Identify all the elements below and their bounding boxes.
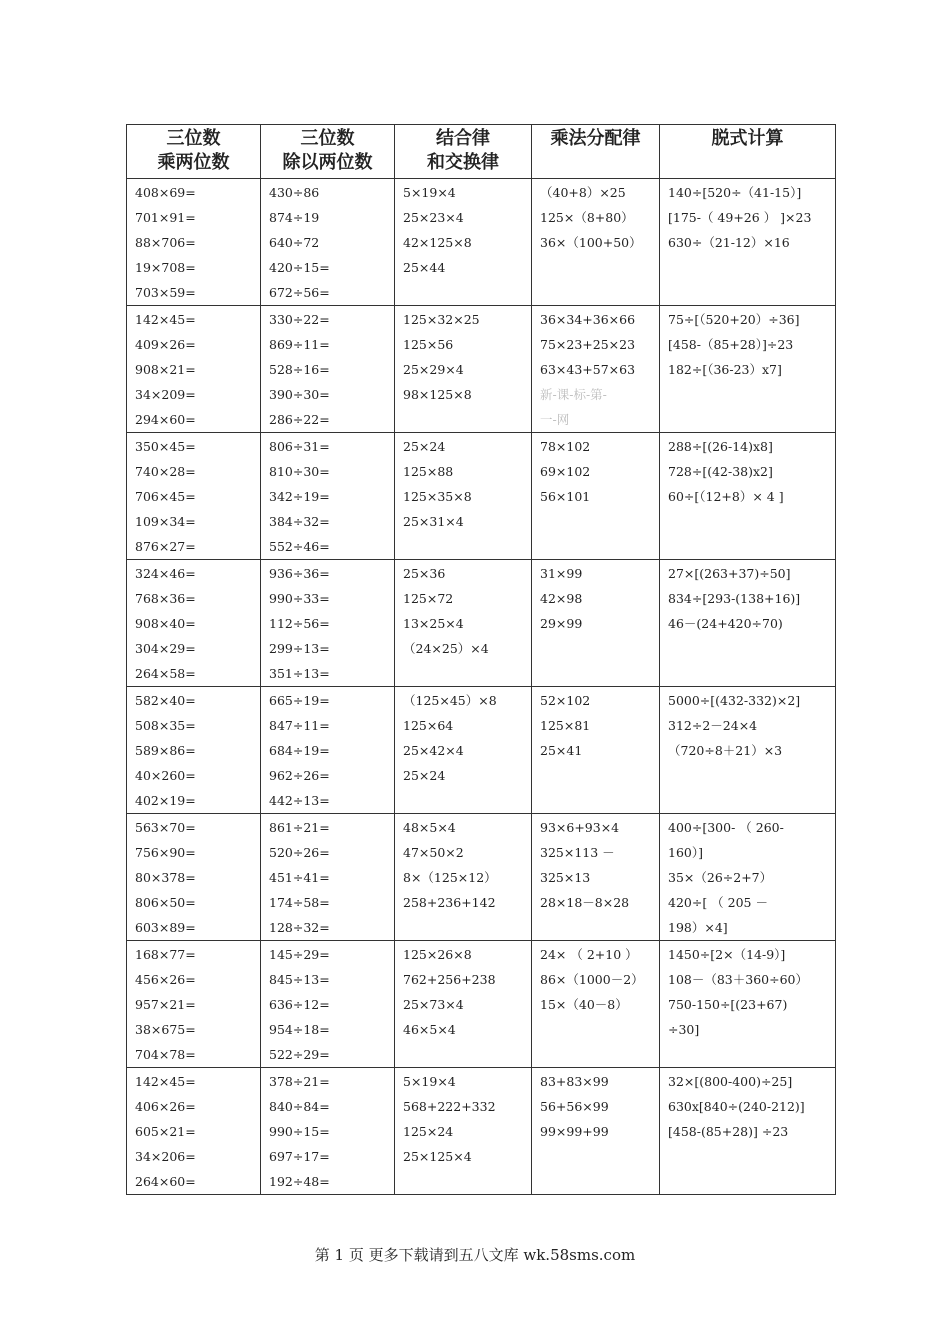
step-calc-cell xyxy=(660,560,836,687)
problem-line: 125×72 xyxy=(403,591,454,606)
step-calc-cell xyxy=(660,306,836,433)
problem-line: 75×23+25×23 xyxy=(540,337,636,352)
problem-line: 69×102 xyxy=(540,464,591,479)
multiply-cell xyxy=(127,306,261,433)
problem-line: 125×35×8 xyxy=(403,489,472,504)
problem-line: 48×5×4 xyxy=(403,820,456,835)
problem-line: 294×60= xyxy=(135,412,196,427)
problem-line: 589×86= xyxy=(135,743,196,758)
problem-line: 351÷13= xyxy=(269,666,330,681)
problem-line: 35×（26÷2+7） xyxy=(668,870,773,885)
problem-line: 168×77= xyxy=(135,947,196,962)
problem-line: 728÷[(42-38)x2] xyxy=(668,464,773,479)
problem-line: 990÷33= xyxy=(269,591,330,606)
problem-line: 24× （ 2+10 ） xyxy=(540,947,638,962)
problem-line: 25×29×4 xyxy=(403,362,464,377)
problem-line: 630x[840÷(240-212)] xyxy=(668,1099,805,1114)
problem-line: 142×45= xyxy=(135,1074,196,1089)
problem-line: 142×45= xyxy=(135,312,196,327)
problem-line: （24×25）×4 xyxy=(403,641,489,656)
problem-line: 402×19= xyxy=(135,793,196,808)
step-calc-cell xyxy=(660,1068,836,1195)
header-three-digit-divide xyxy=(261,125,395,179)
problem-line: 160）] xyxy=(668,845,703,860)
problem-line: 874÷19 xyxy=(269,210,320,225)
problem-line: 264×60= xyxy=(135,1174,196,1189)
header-line: 结合律 xyxy=(436,128,490,149)
problem-line: 125×24 xyxy=(403,1124,454,1139)
problem-line: 840÷84= xyxy=(269,1099,330,1114)
problem-line: 140÷[520÷（41-15）] xyxy=(668,185,802,200)
header-three-digit-multiply xyxy=(127,125,261,179)
distributive-cell xyxy=(532,560,660,687)
problem-line: （720÷8＋21）×3 xyxy=(668,743,783,758)
divide-cell xyxy=(261,941,395,1068)
problem-line: 954÷18= xyxy=(269,1022,330,1037)
problem-line: 806÷31= xyxy=(269,439,330,454)
problem-line: 125×32×25 xyxy=(403,312,480,327)
problem-line: 13×25×4 xyxy=(403,616,464,631)
divide-cell xyxy=(261,1068,395,1195)
header-associative-commutative xyxy=(395,125,532,179)
problem-line: 962÷26= xyxy=(269,768,330,783)
divide-cell xyxy=(261,433,395,560)
header-line: 三位数 xyxy=(300,128,355,149)
problem-line: 98×125×8 xyxy=(403,387,472,402)
distributive-cell xyxy=(532,433,660,560)
problem-line: 46×5×4 xyxy=(403,1022,456,1037)
header-line: 和交换律 xyxy=(427,152,499,173)
problem-line: 99×99+99 xyxy=(540,1124,609,1139)
problem-line: 32×[(800-400)÷25] xyxy=(668,1074,793,1089)
problem-line: 324×46= xyxy=(135,566,196,581)
associative-cell xyxy=(395,1068,532,1195)
problem-line: 703×59= xyxy=(135,285,196,300)
problem-line: 630÷（21-12）×16 xyxy=(668,235,790,250)
problem-line: 36×34+36×66 xyxy=(540,312,636,327)
table-row xyxy=(127,179,836,306)
problem-line: 456×26= xyxy=(135,972,196,987)
step-calc-cell xyxy=(660,814,836,941)
problem-line: 46－(24+420÷70) xyxy=(668,616,783,631)
multiply-cell xyxy=(127,941,261,1068)
problem-line: 一-网 xyxy=(540,412,570,427)
problem-line: 400÷[300- （ 260- xyxy=(668,820,784,835)
divide-cell xyxy=(261,687,395,814)
problem-line: 520÷26= xyxy=(269,845,330,860)
problem-line: 75÷[（520+20）÷36] xyxy=(668,312,800,327)
problem-line: 29×99 xyxy=(540,616,583,631)
problem-line: 834÷[293-(138+16)] xyxy=(668,591,801,606)
problem-line: 5×19×4 xyxy=(403,1074,456,1089)
problem-line: 756×90= xyxy=(135,845,196,860)
problem-line: 528÷16= xyxy=(269,362,330,377)
problem-line: 42×125×8 xyxy=(403,235,472,250)
problem-line: 908×21= xyxy=(135,362,196,377)
problem-line: 19×708= xyxy=(135,260,196,275)
problem-line: 286÷22= xyxy=(269,412,330,427)
problem-line: 34×209= xyxy=(135,387,196,402)
problem-line: 810÷30= xyxy=(269,464,330,479)
problem-line: 125×56 xyxy=(403,337,454,352)
problem-line: 701×91= xyxy=(135,210,196,225)
multiply-cell xyxy=(127,179,261,306)
step-calc-cell xyxy=(660,941,836,1068)
problem-line: 56+56×99 xyxy=(540,1099,609,1114)
problem-line: 145÷29= xyxy=(269,947,330,962)
problem-line: 552÷46= xyxy=(269,539,330,554)
problem-line: 125×81 xyxy=(540,718,591,733)
problem-line: 28×18－8×28 xyxy=(540,895,630,910)
table-row xyxy=(127,941,836,1068)
problem-line: 63×43+57×63 xyxy=(540,362,636,377)
problem-line: 684÷19= xyxy=(269,743,330,758)
table-row xyxy=(127,1068,836,1195)
problem-line: 25×24 xyxy=(403,768,446,783)
problem-line: 192÷48= xyxy=(269,1174,330,1189)
problem-line: 957×21= xyxy=(135,997,196,1012)
exercise-table xyxy=(126,124,836,1195)
divide-cell xyxy=(261,306,395,433)
problem-line: 新-课-标-第- xyxy=(540,387,607,402)
divide-cell xyxy=(261,179,395,306)
table-row xyxy=(127,306,836,433)
problem-line: 762+256+238 xyxy=(403,972,496,987)
header-line: 乘两位数 xyxy=(157,152,230,173)
problem-line: 125×（8+80） xyxy=(540,210,634,225)
problem-line: 420÷15= xyxy=(269,260,330,275)
problem-line: 34×206= xyxy=(135,1149,196,1164)
problem-line: 47×50×2 xyxy=(403,845,464,860)
problem-line: 174÷58= xyxy=(269,895,330,910)
problem-line: 697÷17= xyxy=(269,1149,330,1164)
distributive-cell xyxy=(532,814,660,941)
problem-line: 125×26×8 xyxy=(403,947,472,962)
table-row xyxy=(127,560,836,687)
problem-line: （40+8）×25 xyxy=(540,185,626,200)
problem-line: 42×98 xyxy=(540,591,583,606)
step-calc-cell xyxy=(660,433,836,560)
problem-line: 40×260= xyxy=(135,768,196,783)
problem-line: 342÷19= xyxy=(269,489,330,504)
problem-line: 706×45= xyxy=(135,489,196,504)
step-calc-cell xyxy=(660,687,836,814)
multiply-cell xyxy=(127,433,261,560)
problem-line: 876×27= xyxy=(135,539,196,554)
problem-line: 27×[(263+37)÷50] xyxy=(668,566,791,581)
problem-line: 25×36 xyxy=(403,566,446,581)
problem-line: 5000÷[(432-332)×2] xyxy=(668,693,801,708)
problem-line: 908×40= xyxy=(135,616,196,631)
distributive-cell xyxy=(532,687,660,814)
problem-line: 330÷22= xyxy=(269,312,330,327)
distributive-cell xyxy=(532,1068,660,1195)
problem-line: 563×70= xyxy=(135,820,196,835)
problem-line: 640÷72 xyxy=(269,235,320,250)
table-row xyxy=(127,814,836,941)
multiply-cell xyxy=(127,1068,261,1195)
problem-line: 430÷86 xyxy=(269,185,320,200)
table-row xyxy=(127,687,836,814)
problem-line: 704×78= xyxy=(135,1047,196,1062)
problem-line: 665÷19= xyxy=(269,693,330,708)
problem-line: 8×（125×12） xyxy=(403,870,497,885)
associative-cell xyxy=(395,814,532,941)
problem-line: 325×113 － xyxy=(540,845,615,860)
problem-line: 25×73×4 xyxy=(403,997,464,1012)
header-line: 除以两位数 xyxy=(282,152,373,173)
problem-line: 603×89= xyxy=(135,920,196,935)
problem-line: 25×24 xyxy=(403,439,446,454)
problem-line: 750-150÷[(23+67) xyxy=(668,997,788,1012)
problem-line: ÷30] xyxy=(668,1022,700,1037)
header-line: 脱式计算 xyxy=(711,128,784,149)
problem-line: 25×41 xyxy=(540,743,583,758)
associative-cell xyxy=(395,941,532,1068)
problem-line: 299÷13= xyxy=(269,641,330,656)
divide-cell xyxy=(261,560,395,687)
problem-line: 451÷41= xyxy=(269,870,330,885)
problem-line: 508×35= xyxy=(135,718,196,733)
problem-line: 1450÷[2×（14-9）] xyxy=(668,947,786,962)
problem-line: 845÷13= xyxy=(269,972,330,987)
multiply-cell xyxy=(127,560,261,687)
problem-line: 442÷13= xyxy=(269,793,330,808)
problem-line: 806×50= xyxy=(135,895,196,910)
problem-line: 264×58= xyxy=(135,666,196,681)
distributive-cell xyxy=(532,306,660,433)
problem-line: 25×42×4 xyxy=(403,743,464,758)
distributive-cell xyxy=(532,941,660,1068)
problem-line: 408×69= xyxy=(135,185,196,200)
multiply-cell xyxy=(127,687,261,814)
problem-line: 125×64 xyxy=(403,718,454,733)
problem-line: 740×28= xyxy=(135,464,196,479)
table-body xyxy=(127,179,836,1195)
header-row xyxy=(127,125,836,179)
problem-line: 80×378= xyxy=(135,870,196,885)
problem-line: 847÷11= xyxy=(269,718,330,733)
problem-line: [175-（ 49+26 ） ]×23 xyxy=(668,210,812,225)
problem-line: 88×706= xyxy=(135,235,196,250)
page-footer: 第 1 页 更多下载请到五八文库 wk.58sms.com xyxy=(314,1246,636,1264)
header-line: 三位数 xyxy=(166,128,221,149)
problem-line: 93×6+93×4 xyxy=(540,820,620,835)
problem-line: 78×102 xyxy=(540,439,591,454)
header-line: 乘法分配律 xyxy=(550,128,641,149)
problem-line: 108－（83＋360÷60） xyxy=(668,972,809,987)
problem-line: 38×675= xyxy=(135,1022,196,1037)
problem-line: 325×13 xyxy=(540,870,591,885)
problem-line: 112÷56= xyxy=(269,616,330,631)
divide-cell xyxy=(261,814,395,941)
multiply-cell xyxy=(127,814,261,941)
problem-line: 52×102 xyxy=(540,693,591,708)
problem-line: 861÷21= xyxy=(269,820,330,835)
step-calc-cell xyxy=(660,179,836,306)
associative-cell xyxy=(395,306,532,433)
problem-line: 378÷21= xyxy=(269,1074,330,1089)
problem-line: 672÷56= xyxy=(269,285,330,300)
associative-cell xyxy=(395,179,532,306)
problem-line: 390÷30= xyxy=(269,387,330,402)
header-step-calculation xyxy=(660,125,836,179)
problem-line: （125×45）×8 xyxy=(403,693,497,708)
associative-cell xyxy=(395,560,532,687)
problem-line: 36×（100+50） xyxy=(540,235,642,250)
problem-line: 109×34= xyxy=(135,514,196,529)
problem-line: 25×31×4 xyxy=(403,514,464,529)
problem-line: 125×88 xyxy=(403,464,454,479)
problem-line: 568+222+332 xyxy=(403,1099,496,1114)
header-distributive xyxy=(532,125,660,179)
problem-line: 605×21= xyxy=(135,1124,196,1139)
problem-line: 384÷32= xyxy=(269,514,330,529)
problem-line: 5×19×4 xyxy=(403,185,456,200)
problem-line: 288÷[(26-14)x8] xyxy=(668,439,773,454)
problem-line: 420÷[ （ 205 － xyxy=(668,895,768,910)
problem-line: 56×101 xyxy=(540,489,591,504)
problem-line: 304×29= xyxy=(135,641,196,656)
problem-line: 768×36= xyxy=(135,591,196,606)
problem-line: 409×26= xyxy=(135,337,196,352)
problem-line: 990÷15= xyxy=(269,1124,330,1139)
problem-line: 258+236+142 xyxy=(403,895,496,910)
problem-line: 83+83×99 xyxy=(540,1074,609,1089)
problem-line: 25×23×4 xyxy=(403,210,464,225)
problem-line: 406×26= xyxy=(135,1099,196,1114)
problem-line: 86×（1000－2） xyxy=(540,972,644,987)
problem-line: 312÷2－24×4 xyxy=(668,718,758,733)
problem-line: 25×44 xyxy=(403,260,446,275)
problem-line: 350×45= xyxy=(135,439,196,454)
problem-line: [458-(85+28)] ÷23 xyxy=(668,1124,789,1139)
problem-line: [458-（85+28）]÷23 xyxy=(668,337,794,352)
problem-line: 31×99 xyxy=(540,566,583,581)
problem-line: 25×125×4 xyxy=(403,1149,472,1164)
problem-line: 60÷[（12+8）× 4 ] xyxy=(668,489,784,504)
problem-line: 869÷11= xyxy=(269,337,330,352)
problem-line: 128÷32= xyxy=(269,920,330,935)
problem-line: 936÷36= xyxy=(269,566,330,581)
problem-line: 182÷[（36-23）x7] xyxy=(668,362,782,377)
problem-line: 522÷29= xyxy=(269,1047,330,1062)
distributive-cell xyxy=(532,179,660,306)
associative-cell xyxy=(395,433,532,560)
problem-line: 582×40= xyxy=(135,693,196,708)
problem-line: 636÷12= xyxy=(269,997,330,1012)
problem-line: 198）×4] xyxy=(668,920,728,935)
problem-line: 15×（40－8） xyxy=(540,997,628,1012)
table-row xyxy=(127,433,836,560)
associative-cell xyxy=(395,687,532,814)
